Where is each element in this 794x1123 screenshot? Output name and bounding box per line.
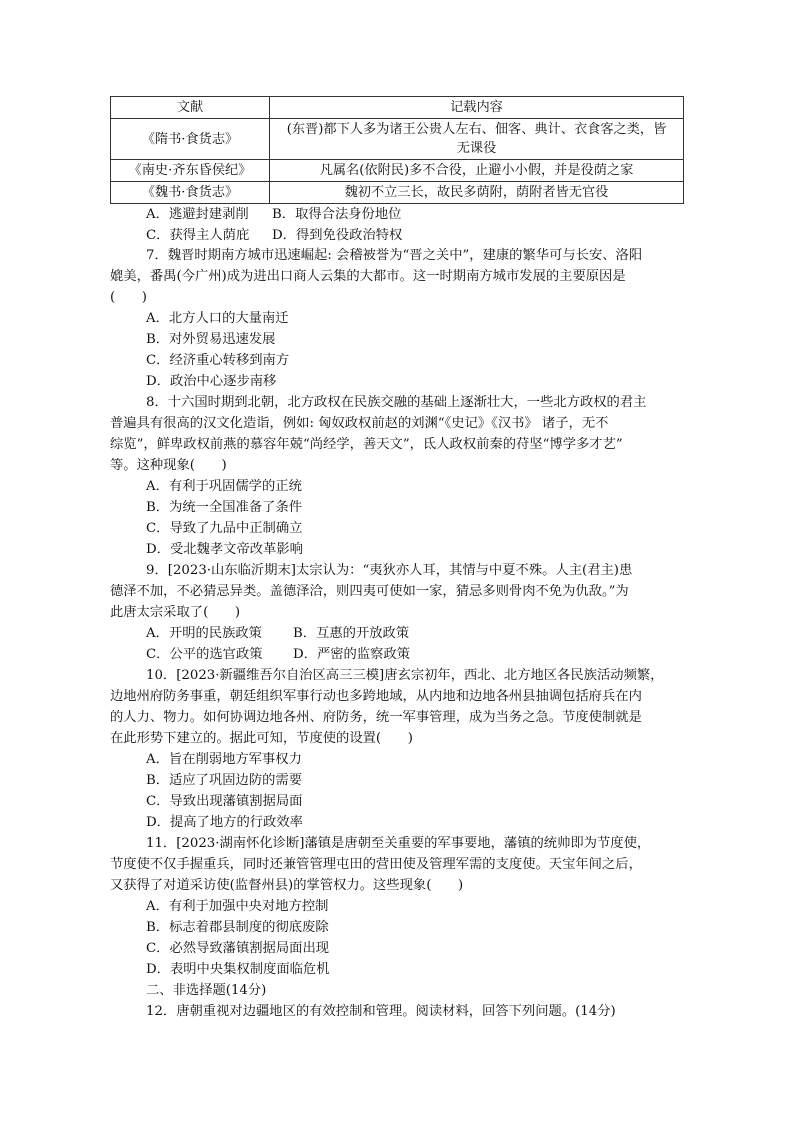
q7-option-d[interactable]: D．政治中心逐步南移 <box>146 374 277 389</box>
table-cell-source: 《隋书·食货志》 <box>111 119 270 160</box>
q10-option-c[interactable]: C．导致出现藩镇割据局面 <box>146 794 303 809</box>
q6-option-b[interactable]: B．取得合法身份地位 <box>272 207 402 222</box>
section-heading: 二、非选择题(14分) <box>146 983 267 998</box>
q6-options-row-2 <box>146 225 402 246</box>
q9-stem-line: 9．[2023·山东临沂期末]太宗认为：“夷狄亦人耳，其情与中夏不殊。人主(君主)患 <box>146 563 633 578</box>
q11-option-a[interactable]: A．有利于加强中央对地方控制 <box>146 899 329 914</box>
q7-option-c[interactable]: C．经济重心转移到南方 <box>146 353 290 368</box>
q7-option-b[interactable]: B．对外贸易迅速发展 <box>146 332 276 347</box>
q7-option-a[interactable]: A．北方人口的大量南迁 <box>146 311 289 326</box>
table-cell-source: 《魏书·食货志》 <box>111 182 270 204</box>
q11-option-c[interactable]: C．必然导致藩镇割据局面出现 <box>146 941 330 956</box>
q8-stem-line: 普遍具有很高的汉文化造诣，例如: 匈奴政权前赵的刘渊“《史记》《汉书》 诸子，无不 <box>110 416 609 431</box>
q9-option-d[interactable]: D．严密的监察政策 <box>293 647 411 662</box>
table-row <box>111 160 684 182</box>
q7-stem-line: 7．魏晋时期南方城市迅速崛起: 会稽被誉为“晋之关中”，建康的繁华可与长安、洛阳 <box>146 248 643 263</box>
q12-stem-line: 12．唐朝重视对边疆地区的有效控制和管理。阅读材料，回答下列问题。(14分) <box>146 1004 616 1019</box>
q8-option-a[interactable]: A．有利于巩固儒学的正统 <box>146 479 302 494</box>
q6-option-a[interactable]: A．逃避封建剥削 <box>146 207 249 222</box>
q10-option-d[interactable]: D．提高了地方的行政效率 <box>146 815 303 830</box>
table-cell-source: 《南史·齐东昏侯纪》 <box>111 160 270 182</box>
q9-options-row-2 <box>146 644 410 665</box>
q10-stem-line: 的人力、物力。如何协调边地各州、府防务，统一军事管理，成为当务之急。节度使制就是 <box>110 710 642 725</box>
q8-stem-line: 8．十六国时期到北朝，北方政权在民族交融的基础上逐渐壮大，一些北方政权的君主 <box>146 395 647 410</box>
q10-stem-line: 在此形势下建立的。据此可知，节度使的设置( ) <box>110 731 413 746</box>
table-cell-content-line: 无课役 <box>456 141 497 156</box>
q11-stem-line: 又获得了对道采访使(监督州县)的掌管权力。这些现象( ) <box>110 878 464 893</box>
q6-option-d[interactable]: D．得到免役政治特权 <box>272 228 403 243</box>
q11-stem-line: 节度使不仅手握重兵，同时还兼管管理屯田的营田使及管理军需的支度使。天宝年间之后， <box>110 857 642 872</box>
table-cell-content <box>270 119 684 160</box>
q10-option-a[interactable]: A．旨在削弱地方军事权力 <box>146 752 302 767</box>
q10-stem-line: 边地州府防务事重，朝廷组织军事行动也多跨地域，从内地和边地各州县抽调包括府兵在内 <box>110 689 642 704</box>
table-row <box>111 119 684 160</box>
q7-stem-line: ( ) <box>110 290 147 305</box>
q8-option-d[interactable]: D．受北魏孝文帝改革影响 <box>146 542 303 557</box>
q11-stem-line: 11．[2023·湖南怀化诊断]藩镇是唐朝至关重要的军事要地，藩镇的统帅即为节度使， <box>146 836 651 851</box>
table-cell-content-line: (东晋)都下人多为诸王公贵人左右、佃客、典计、衣食客之类，皆 <box>286 122 667 137</box>
q9-option-a[interactable]: A．开明的民族政策 <box>146 626 262 641</box>
table-cell-content: 魏初不立三长，故民多荫附，荫附者皆无官役 <box>270 182 684 204</box>
table-cell-content: 凡属名(依附民)多不合役，止避小小假，并是役荫之家 <box>270 160 684 182</box>
q6-option-c[interactable]: C．获得主人荫庇 <box>146 228 250 243</box>
q11-option-d[interactable]: D．表明中央集权制度面临危机 <box>146 962 330 977</box>
q9-stem-line: 德泽不加，不必猜忌异类。盖德泽洽，则四夷可使如一家，猜忌多则骨肉不免为仇敌。”为 <box>110 584 629 599</box>
q9-options-row-1 <box>146 623 409 644</box>
q8-stem-line: 综览”，鲜卑政权前燕的慕容年兢“尚经学，善天文”，氐人政权前秦的苻坚“博学多才艺” <box>110 437 623 452</box>
q9-option-b[interactable]: B．互惠的开放政策 <box>293 626 410 641</box>
q8-option-b[interactable]: B．为统一全国准备了条件 <box>146 500 303 515</box>
q10-stem-line: 10．[2023·新疆维吾尔自治区高三三模]唐玄宗初年，西北、北方地区各民族活动频繁， <box>146 668 664 683</box>
q10-option-b[interactable]: B．适应了巩固边防的需要 <box>146 773 303 788</box>
table-header-row <box>111 97 684 119</box>
q8-stem-line: 等。这种现象( ) <box>110 458 227 473</box>
table-row <box>111 182 684 204</box>
q7-stem-line: 媲美，番禺(今广州)成为进出口商人云集的大都市。这一时期南方城市发展的主要原因是 <box>110 269 626 284</box>
q11-option-b[interactable]: B．标志着郡县制度的彻底废除 <box>146 920 329 935</box>
table-header-source: 文献 <box>111 97 270 119</box>
table-header-content: 记载内容 <box>270 97 684 119</box>
q9-option-c[interactable]: C．公平的选官政策 <box>146 647 263 662</box>
q9-stem-line: 此唐太宗采取了( ) <box>110 605 241 620</box>
q6-options-row-1 <box>146 204 401 225</box>
q8-option-c[interactable]: C．导致了九品中正制确立 <box>146 521 303 536</box>
source-table <box>110 96 684 204</box>
